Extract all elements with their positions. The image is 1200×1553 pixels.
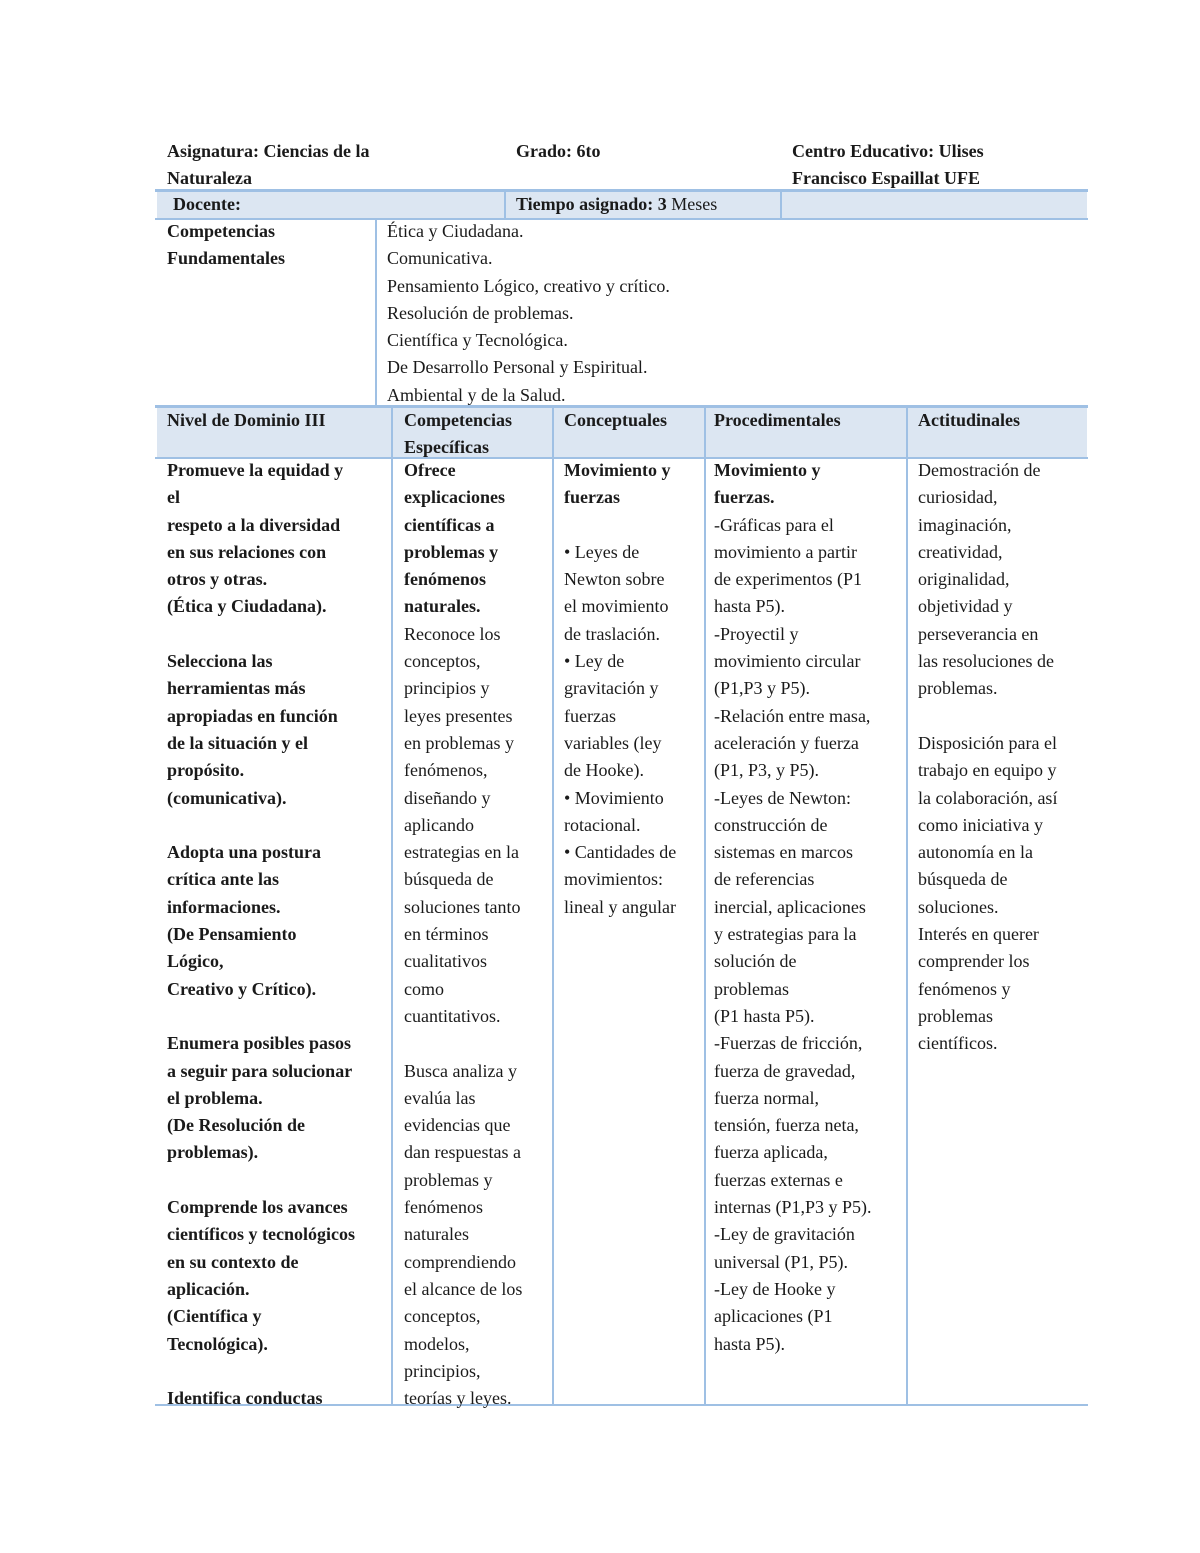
cell-conceptuales xyxy=(564,457,676,921)
header-nivel: Nivel de Dominio III xyxy=(167,410,326,430)
rule-v-col4 xyxy=(906,407,908,1406)
rule-v-col1 xyxy=(391,407,393,1406)
rule-v-docente-1 xyxy=(504,191,506,219)
header-competencias: Competencias Específicas xyxy=(404,410,512,458)
tiempo-label: Tiempo asignado: 3 xyxy=(516,194,667,214)
cell-actitudinales: Demostración de curiosidad, imaginación, creatividad, originalidad, objetividad y perseverancia en las resoluciones de problemas. Disposición para el trabajo en equipo y la colaboración, así como iniciativa y autonomía en la búsqueda de soluciones. Interés en querer comprender los fenómenos y problemas científicos. xyxy=(918,460,1058,1054)
asignatura-label: Asignatura: Ciencias de la Naturaleza xyxy=(167,141,370,189)
docente-label: Docente: xyxy=(173,194,241,214)
rule-v-comp-fund xyxy=(375,219,377,406)
rule-v-col3 xyxy=(704,407,706,1406)
cell-conceptuales-bold: Movimiento y fuerzas xyxy=(564,460,671,508)
cell-procedimentales-bold: Movimiento y fuerzas. xyxy=(714,460,821,508)
cell-nivel: Promueve la equidad y el respeto a la diversidad en sus relaciones con otros y otras. (Ética y Ciudadana). Selecciona las herramientas más apropiadas en función de la situación y el propósito. (comunicativa). Adopta una postura crítica ante las informaciones. (De Pensamiento Lógico, Creativo y Crítico). Enumera posibles pasos a seguir para solucionar el problema. (De Resolución de problemas). Comprende los avances científicos y tecnológicos en su contexto de aplicación. (Científica y Tecnológica). Identifica conductas xyxy=(167,460,355,1409)
tiempo-asignado xyxy=(516,191,717,218)
grado-label: Grado: 6to xyxy=(516,141,601,161)
competencias-fundamentales-label: Competencias Fundamentales xyxy=(167,221,286,269)
cell-procedimentales xyxy=(714,457,872,1358)
competencias-fundamentales-list: Ética y Ciudadana. Comunicativa. Pensamiento Lógico, creativo y crítico. Resolución de problemas. Científica y Tecnológica. De Desarrollo Personal y Espiritual. Ambiental y de la Salud. xyxy=(387,221,670,405)
tiempo-value: Meses xyxy=(666,194,718,214)
cell-competencias xyxy=(404,457,522,1412)
centro-label: Centro Educativo: Ulises Francisco Espaillat UFE xyxy=(792,141,984,189)
cell-competencias-text: Reconoce los conceptos, principios y leyes presentes en problemas y fenómenos, diseñando y aplicando estrategias en la búsqueda de soluciones tanto en términos cualitativos como cuantitativos. Busca analiza y evalúa las evidencias que dan respuestas a problemas y fenómenos naturales comprendiendo el alcance de los conceptos, modelos, principios, teorías y leyes. xyxy=(404,623,523,1409)
rule-v-docente-2 xyxy=(780,191,782,219)
cell-procedimentales-text: -Gráficas para el movimiento a partir de experimentos (P1 hasta P5). -Proyectil y movimiento circular (P1,P3 y P5). -Relación entre masa, aceleración y fuerza (P1, P3, y P5). -Leyes de Newton: construcción de sistemas en marcos de referencias inercial, aplicaciones y estrategias para la solución de problemas (P1 hasta P5). -Fuerzas de fricción, fuerza de gravedad, fuerza normal, tensión, fuerza neta, fuerza aplicada, fuerzas externas e internas (P1,P3 y P5). -Ley de gravitación universal (P1, P5). -Ley de Hooke y aplicaciones (P1 hasta P5). xyxy=(714,514,872,1354)
rule-v-col2 xyxy=(552,407,554,1406)
header-procedimentales: Procedimentales xyxy=(714,410,841,430)
header-actitudinales: Actitudinales xyxy=(918,410,1021,430)
header-conceptuales: Conceptuales xyxy=(564,410,667,430)
cell-conceptuales-text: • Leyes de Newton sobre el movimiento de traslación. • Ley de gravitación y fuerzas variables (ley de Hooke). • Movimiento rotacional. • Cantidades de movimientos: lineal y angular xyxy=(564,541,677,917)
cell-competencias-bold: Ofrece explicaciones científicas a problemas y fenómenos naturales. xyxy=(404,460,505,617)
